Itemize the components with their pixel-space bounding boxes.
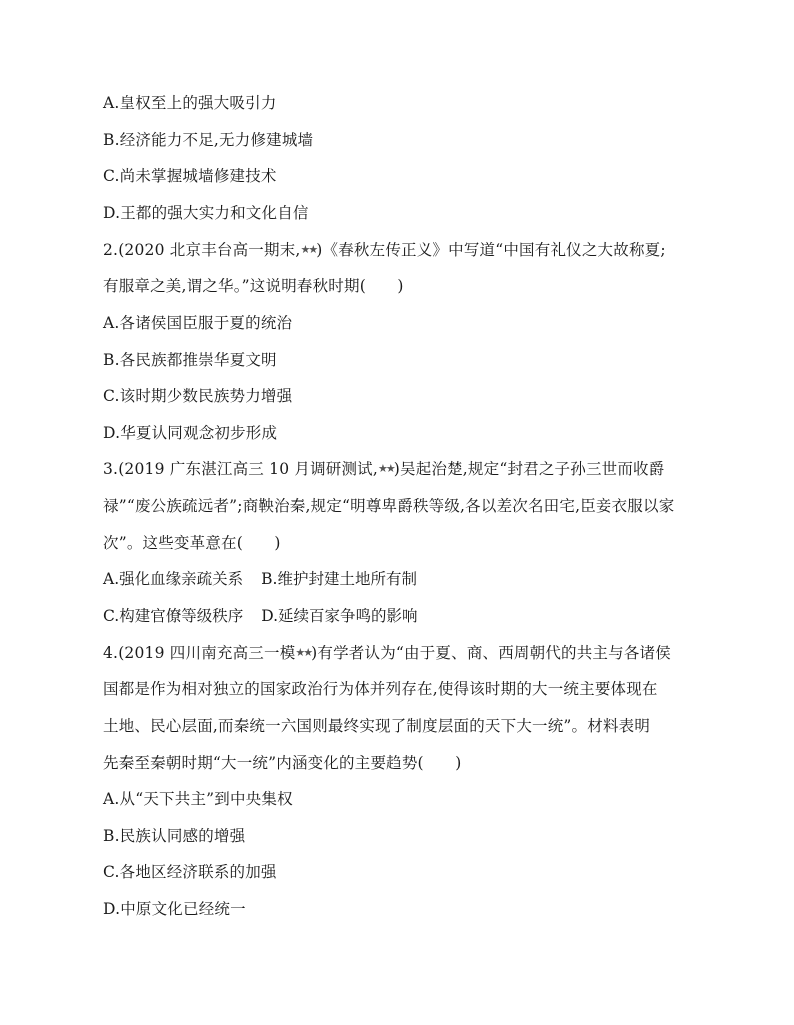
q2-option-d: D.华夏认同观念初步形成 [103,424,278,442]
q1-option-d: D.王都的强大实力和文化自信 [103,204,309,222]
q2-option-a: A.各诸侯国臣服于夏的统治 [103,314,293,332]
q3-options-row-1 [103,568,417,590]
q3-options-row-2 [103,605,418,627]
q4-option-c: C.各地区经济联系的加强 [103,863,277,881]
q4-stem-line-1 [103,642,693,664]
q1-option-b: B.经济能力不足,无力修建城墙 [103,131,314,149]
q4-stem-line-4: 先秦至秦朝时期“大一统”内涵变化的主要趋势( ) [103,754,462,772]
q4-stem-line-2: 国都是作为相对独立的国家政治行为体并列存在,使得该时期的大一统主要体现在 [103,680,658,698]
q4-source: 4.(2019 四川南充高三一模 [103,644,296,662]
q4-option-d: D.中原文化已经统一 [103,900,246,918]
q2-source: 2.(2020 北京丰台高一期末, [103,241,301,259]
q4-option-a: A.从“天下共主”到中央集权 [103,790,293,808]
q2-stem-text: )《春秋左传正义》中写道“中国有礼仪之大故称夏; [316,241,666,259]
q2-stem-line-1 [103,239,693,261]
q1-option-c: C.尚未掌握城墙修建技术 [103,167,277,185]
q3-option-d: D.延续百家争鸣的影响 [261,607,418,625]
q4-stem-line-3: 土地、民心层面,而秦统一六国则最终实现了制度层面的天下大一统”。材料表明 [103,717,651,735]
q4-option-b: B.民族认同感的增强 [103,827,246,845]
q3-stem-line-1 [103,458,693,480]
q3-option-c: C.构建官僚等级秩序 [103,607,244,625]
q3-stem-line-2: 禄”“废公族疏远者”;商鞅治秦,规定“明尊卑爵秩等级,各以差次名田宅,臣妾衣服以家 [103,497,675,515]
q2-option-c: C.该时期少数民族势力增强 [103,387,293,405]
q4-stem-text: )有学者认为“由于夏、商、西周朝代的共主与各诸侯 [311,644,671,662]
q2-option-b: B.各民族都推崇华夏文明 [103,351,277,369]
q2-stem-line-2: 有服章之美,谓之华。”这说明春秋时期( ) [103,277,404,295]
q3-stem-line-3: 次”。这些变革意在( ) [103,534,281,552]
difficulty-star-icon: ★★ [295,646,312,659]
difficulty-star-icon: ★★ [300,243,317,256]
q1-option-a: A.皇权至上的强大吸引力 [103,94,277,112]
q3-source: 3.(2019 广东湛江高三 10 月调研测试, [103,460,379,478]
q3-option-b: B.维护封建土地所有制 [261,570,417,588]
q3-stem-text: )吴起治楚,规定“封君之子孙三世而收爵 [393,460,665,478]
difficulty-star-icon: ★★ [378,462,394,475]
q3-option-a: A.强化血缘亲疏关系 [103,570,244,588]
